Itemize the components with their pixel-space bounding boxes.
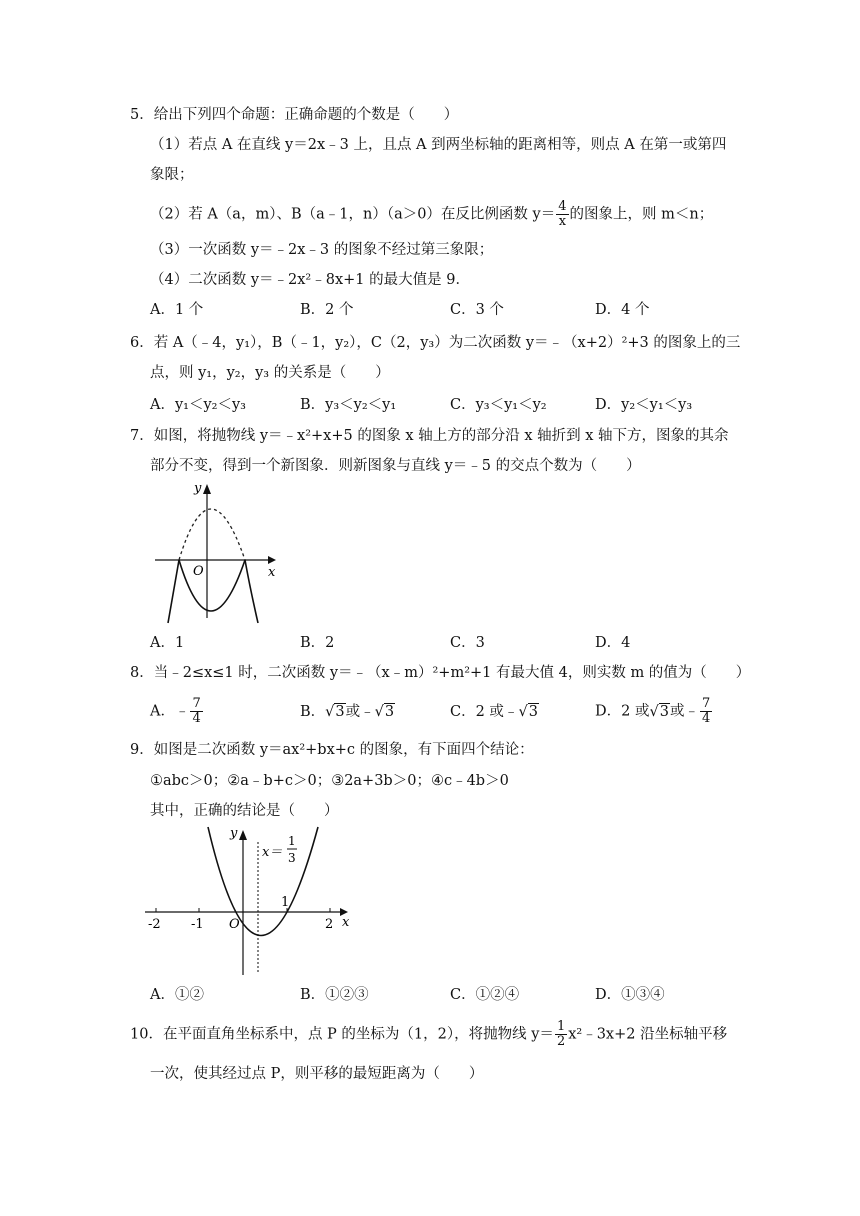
q9-option-b[interactable]: B．①②③ [300,987,369,1003]
q5-p2-post: 的图象上，则 m＜n； [569,206,714,223]
q6-stem-line1: 6．若 A（﹣4，y₁），B（﹣1，y₂），C（2，y₃）为二次函数 y＝﹣（x+2）²+3 的图象上的三 [130,335,741,351]
q9-parabola-figure [140,822,355,982]
q8-b-sqrt-1: √3 [325,704,345,720]
q6-option-d[interactable]: D．y₂＜y₁＜y₃ [595,397,693,413]
q8-d-fraction [700,697,712,726]
q6-option-c[interactable]: C．y₃＜y₁＜y₂ [450,397,547,413]
q9-option-a[interactable]: A．①② [150,987,204,1003]
q5-option-d[interactable]: D．4 个 [595,302,650,318]
q8-d-sqrt: √3 [649,703,669,720]
q8-b-radicand-1: 3 [335,704,345,720]
q7-x-arrow-icon [268,556,276,564]
q8-a-numerator: 7 [192,696,201,711]
q8-c-prefix: C．2 或﹣ [450,704,519,720]
q8-d-middle: 或﹣ [669,703,699,720]
q5-stem: 5．给出下列四个命题：正确命题的个数是（ ） [130,107,459,123]
q8-option-a[interactable] [150,697,204,726]
q10-line1-pre: 10．在平面直角坐标系中，点 P 的坐标为（1，2），将抛物线 y＝ [130,1026,554,1043]
q8-d-prefix: D．2 或 [595,703,650,720]
q5-proposition-1: （1）若点 A 在直线 y＝2x﹣3 上，且点 A 到两坐标轴的距离相等，则点 A 在第一或第四 [150,137,727,153]
q9-parabola-curve [208,827,318,936]
q7-y-label: y [194,481,202,496]
q9-option-d[interactable]: D．①③④ [595,987,665,1003]
q5-p2-fraction [556,200,568,229]
q5-proposition-1-cont: 象限； [150,167,194,183]
q5-proposition-4: （4）二次函数 y＝﹣2x²﹣8x+1 的最大值是 9． [150,272,470,288]
q5-proposition-3: （3）一次函数 y＝﹣2x﹣3 的图象不经过第三象限； [150,242,494,258]
q8-option-d[interactable] [595,697,713,726]
q9-origin-label: O [229,917,240,932]
q8-option-b[interactable] [300,702,395,722]
q9-option-c[interactable]: C．①②④ [450,987,520,1003]
q9-symmetry-label: x＝ [262,845,283,860]
q7-origin-label: O [193,564,204,579]
q5-option-b[interactable]: B．2 个 [300,302,354,318]
q7-stem-line2: 部分不变，得到一个新图象．则新图象与直线 y＝﹣5 的交点个数为（ ） [150,458,641,474]
q9-stem: 9．如图是二次函数 y＝ax²+bx+c 的图象，有下面四个结论： [130,742,534,758]
q10-stem-line2: 一次，使其经过点 P，则平移的最短距离为（ ） [150,1066,484,1082]
q9-tick-label-2: 2 [325,917,334,932]
q6-option-a[interactable]: A．y₁＜y₂＜y₃ [150,397,246,413]
q7-dashed-original-arc [179,509,245,560]
q7-option-c[interactable]: C．3 [450,635,485,651]
q7-stem-line1: 7．如图，将抛物线 y＝﹣x²+x+5 的图象 x 轴上方的部分沿 x 轴折到 x 轴下方，图象的其余 [130,428,729,444]
q8-a-fraction [190,697,202,726]
q8-option-c[interactable] [450,702,539,722]
q8-stem: 8．当﹣2≤x≤1 时，二次函数 y＝﹣（x﹣m）²+m²+1 有最大值 4，则实数 m 的值为（ ） [130,665,751,681]
q9-symmetry-denominator: 3 [288,851,296,865]
q7-left-branch [168,560,179,623]
q8-b-middle: 或﹣ [345,704,375,720]
q7-option-a[interactable]: A．1 [150,635,185,651]
q9-x-label: x [342,915,350,930]
q7-option-d[interactable]: D．4 [595,635,631,651]
q9-ask: 其中，正确的结论是（ ） [150,803,339,819]
q9-conclusions: ①abc＞0；②a﹣b+c＞0；③2a+3b＞0；④c﹣4b＞0 [150,773,509,789]
q9-tick-label-1: 1 [281,895,290,910]
q8-c-sqrt: √3 [518,704,538,720]
q5-proposition-2 [150,200,713,229]
q6-option-b[interactable]: B．y₃＜y₂＜y₁ [300,397,397,413]
q7-y-arrow-icon [203,484,211,494]
q9-y-label: y [230,826,238,841]
q8-d-numerator: 7 [701,696,711,711]
q7-right-branch [245,560,258,623]
q6-stem-line2: 点，则 y₁，y₂，y₃ 的关系是（ ） [150,365,390,381]
q8-d-radicand: 3 [659,703,669,720]
q5-option-c[interactable]: C．3 个 [450,302,504,318]
q10-numerator: 1 [556,1019,566,1034]
q5-p2-numerator: 4 [558,199,567,214]
q8-c-radicand: 3 [528,704,538,720]
q8-a-denominator: 4 [192,711,201,726]
q7-option-b[interactable]: B．2 [300,635,335,651]
q9-tick-label-neg1: -1 [191,917,204,932]
q10-denominator: 2 [556,1034,566,1049]
q9-y-arrow-icon [239,830,247,840]
q10-line1-post: x²﹣3x+2 沿坐标轴平移 [568,1026,728,1043]
q8-b-prefix: B． [300,704,326,720]
q9-symmetry-numerator: 1 [288,834,296,848]
q10-stem-line1 [130,1020,727,1049]
q7-x-label: x [268,565,276,580]
q5-option-a[interactable]: A．1 个 [150,302,204,318]
q7-reflected-arc [179,560,245,611]
q8-b-sqrt-2: √3 [374,704,395,720]
q10-fraction [555,1020,567,1049]
q8-b-radicand-2: 3 [384,704,395,720]
q8-a-prefix: A．﹣ [150,703,190,720]
q8-d-denominator: 4 [701,711,711,726]
q9-tick-label-neg2: -2 [148,917,161,932]
q5-p2-pre: （2）若 A（a，m）、B（a﹣1，n）（a＞0）在反比例函数 y＝ [150,206,556,223]
q7-parabola-figure [150,478,285,628]
q5-p2-denominator: x [558,214,567,229]
